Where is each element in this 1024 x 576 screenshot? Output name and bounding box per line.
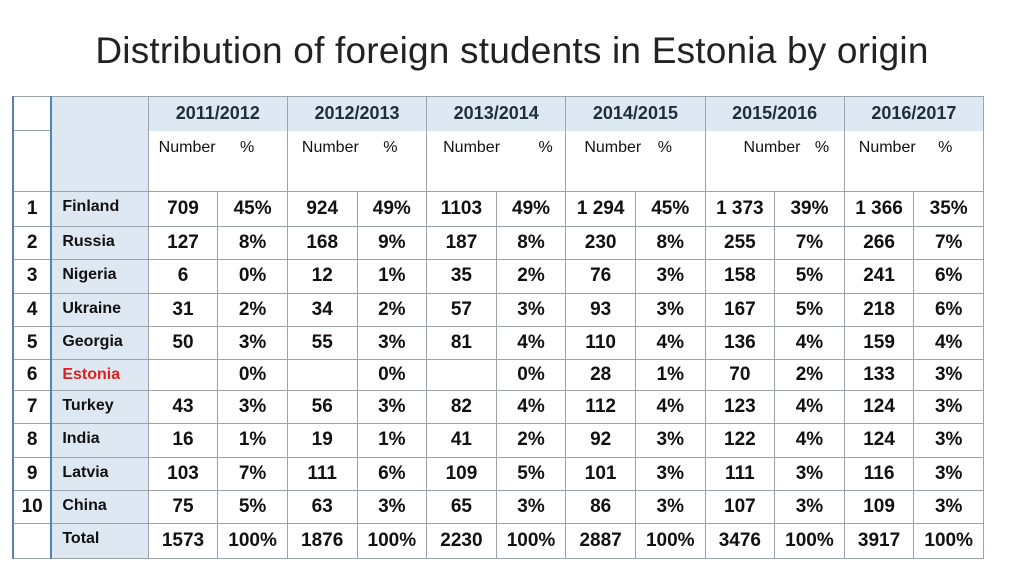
- number-cell: 101: [566, 457, 636, 490]
- number-cell: 57: [427, 293, 497, 326]
- number-cell: 65: [427, 491, 497, 524]
- percent-cell: 3%: [357, 326, 427, 359]
- number-cell: 63: [287, 491, 357, 524]
- rank-cell: 5: [13, 326, 51, 359]
- table-row: [13, 192, 984, 226]
- percent-cell: 3%: [914, 360, 984, 390]
- rank-cell: 1: [13, 192, 51, 226]
- total-number-cell: 3476: [705, 524, 775, 559]
- subheader-cell: [844, 131, 983, 192]
- rank-subheader: [13, 131, 51, 192]
- year-header: 2014/2015: [566, 97, 705, 131]
- number-cell: 76: [566, 260, 636, 293]
- percent-cell: 8%: [635, 226, 705, 259]
- percent-cell: 4%: [775, 390, 845, 423]
- number-cell: 112: [566, 390, 636, 423]
- number-cell: 1103: [427, 192, 497, 226]
- number-cell: 255: [705, 226, 775, 259]
- percent-cell: 4%: [635, 326, 705, 359]
- number-cell: 109: [427, 457, 497, 490]
- number-cell: 86: [566, 491, 636, 524]
- total-label: Total: [51, 524, 148, 559]
- percent-cell: 3%: [357, 390, 427, 423]
- percent-cell: 3%: [914, 390, 984, 423]
- rank-cell-empty: [13, 524, 51, 559]
- percent-cell: 8%: [218, 226, 288, 259]
- year-header: 2013/2014: [427, 97, 566, 131]
- number-cell: 34: [287, 293, 357, 326]
- percent-cell: 3%: [496, 491, 566, 524]
- number-cell: 124: [844, 390, 914, 423]
- percent-cell: 49%: [357, 192, 427, 226]
- number-cell: 107: [705, 491, 775, 524]
- number-cell: 127: [148, 226, 218, 259]
- number-cell: 50: [148, 326, 218, 359]
- number-cell: 1 294: [566, 192, 636, 226]
- percent-cell: 4%: [496, 390, 566, 423]
- rank-cell: 3: [13, 260, 51, 293]
- number-cell: 43: [148, 390, 218, 423]
- number-cell: 12: [287, 260, 357, 293]
- percent-cell: 0%: [357, 360, 427, 390]
- number-cell: 41: [427, 424, 497, 457]
- percent-cell: 3%: [914, 491, 984, 524]
- country-cell: India: [51, 424, 148, 457]
- table-row: [13, 390, 984, 423]
- percent-cell: 6%: [914, 260, 984, 293]
- percent-cell: 3%: [914, 457, 984, 490]
- percent-cell: 7%: [218, 457, 288, 490]
- total-number-cell: 2887: [566, 524, 636, 559]
- table-row: [13, 226, 984, 259]
- percent-label: %: [538, 138, 553, 156]
- number-cell: 111: [705, 457, 775, 490]
- number-cell: 16: [148, 424, 218, 457]
- country-cell: Finland: [51, 192, 148, 226]
- total-percent-cell: 100%: [914, 524, 984, 559]
- year-header: 2011/2012: [148, 97, 287, 131]
- percent-cell: 5%: [775, 293, 845, 326]
- number-cell: 82: [427, 390, 497, 423]
- number-cell: 103: [148, 457, 218, 490]
- number-cell: 70: [705, 360, 775, 390]
- total-percent-cell: 100%: [775, 524, 845, 559]
- table-row: [13, 491, 984, 524]
- country-cell: Russia: [51, 226, 148, 259]
- percent-cell: 3%: [635, 457, 705, 490]
- number-cell: 159: [844, 326, 914, 359]
- total-number-cell: 3917: [844, 524, 914, 559]
- percent-cell: 4%: [496, 326, 566, 359]
- percent-cell: 49%: [496, 192, 566, 226]
- number-cell: 92: [566, 424, 636, 457]
- number-cell: 55: [287, 326, 357, 359]
- number-cell: 168: [287, 226, 357, 259]
- number-cell: 56: [287, 390, 357, 423]
- table-row: [13, 457, 984, 490]
- number-cell: 218: [844, 293, 914, 326]
- number-label: Number: [743, 138, 801, 156]
- country-cell: Nigeria: [51, 260, 148, 293]
- country-cell: China: [51, 491, 148, 524]
- percent-cell: 4%: [775, 424, 845, 457]
- number-cell: 123: [705, 390, 775, 423]
- subheader-cell: [148, 131, 287, 192]
- percent-cell: 4%: [635, 390, 705, 423]
- year-header: 2016/2017: [844, 97, 983, 131]
- percent-cell: 4%: [775, 326, 845, 359]
- table-row: [13, 260, 984, 293]
- number-label: Number: [858, 138, 916, 156]
- number-cell: 111: [287, 457, 357, 490]
- students-table: [12, 96, 984, 559]
- table-row: [13, 424, 984, 457]
- percent-cell: 6%: [357, 457, 427, 490]
- number-cell: 158: [705, 260, 775, 293]
- percent-cell: 2%: [496, 260, 566, 293]
- percent-cell: 7%: [775, 226, 845, 259]
- percent-cell: 39%: [775, 192, 845, 226]
- percent-label: %: [240, 138, 255, 156]
- number-cell: 187: [427, 226, 497, 259]
- table-row: [13, 293, 984, 326]
- number-label: Number: [584, 138, 642, 156]
- number-cell: 122: [705, 424, 775, 457]
- rank-cell: 9: [13, 457, 51, 490]
- percent-cell: 5%: [496, 457, 566, 490]
- percent-cell: 1%: [357, 424, 427, 457]
- percent-label: %: [938, 138, 953, 156]
- percent-cell: 0%: [496, 360, 566, 390]
- rank-cell: 10: [13, 491, 51, 524]
- subheader-cell: [287, 131, 426, 192]
- percent-cell: 0%: [218, 260, 288, 293]
- percent-cell: 0%: [218, 360, 288, 390]
- rank-cell: 6: [13, 360, 51, 390]
- percent-cell: 3%: [218, 390, 288, 423]
- number-cell: 230: [566, 226, 636, 259]
- number-cell: 19: [287, 424, 357, 457]
- number-label: Number: [443, 138, 501, 156]
- slide-title: Distribution of foreign students in Estonia by origin: [95, 30, 929, 71]
- number-cell: 167: [705, 293, 775, 326]
- percent-cell: 2%: [357, 293, 427, 326]
- total-percent-cell: 100%: [218, 524, 288, 559]
- number-cell: [427, 360, 497, 390]
- number-cell: 266: [844, 226, 914, 259]
- number-cell: 1 373: [705, 192, 775, 226]
- percent-cell: 3%: [635, 491, 705, 524]
- number-cell: [148, 360, 218, 390]
- percent-cell: 3%: [914, 424, 984, 457]
- total-row: [13, 524, 984, 559]
- number-cell: 110: [566, 326, 636, 359]
- percent-cell: 1%: [635, 360, 705, 390]
- percent-cell: 1%: [218, 424, 288, 457]
- percent-cell: 3%: [496, 293, 566, 326]
- percent-cell: 3%: [775, 491, 845, 524]
- year-header: 2015/2016: [705, 97, 844, 131]
- year-header-row: [13, 97, 984, 131]
- total-percent-cell: 100%: [635, 524, 705, 559]
- percent-cell: 3%: [635, 260, 705, 293]
- percent-cell: 4%: [914, 326, 984, 359]
- total-percent-cell: 100%: [357, 524, 427, 559]
- subheader-row: [13, 131, 984, 192]
- percent-cell: 45%: [218, 192, 288, 226]
- number-cell: 35: [427, 260, 497, 293]
- number-cell: [287, 360, 357, 390]
- number-cell: 6: [148, 260, 218, 293]
- total-number-cell: 2230: [427, 524, 497, 559]
- subheader-cell: [566, 131, 705, 192]
- number-cell: 124: [844, 424, 914, 457]
- percent-cell: 35%: [914, 192, 984, 226]
- percent-cell: 2%: [218, 293, 288, 326]
- total-number-cell: 1876: [287, 524, 357, 559]
- rank-header: [13, 97, 51, 131]
- country-header: [51, 97, 148, 192]
- number-label: Number: [301, 138, 359, 156]
- percent-cell: 45%: [635, 192, 705, 226]
- number-cell: 93: [566, 293, 636, 326]
- number-cell: 116: [844, 457, 914, 490]
- number-label: Number: [158, 138, 216, 156]
- percent-cell: 3%: [357, 491, 427, 524]
- percent-cell: 3%: [635, 424, 705, 457]
- percent-cell: 8%: [496, 226, 566, 259]
- number-cell: 709: [148, 192, 218, 226]
- total-percent-cell: 100%: [496, 524, 566, 559]
- percent-cell: 1%: [357, 260, 427, 293]
- table-row: [13, 360, 984, 390]
- number-cell: 1 366: [844, 192, 914, 226]
- number-cell: 109: [844, 491, 914, 524]
- number-cell: 241: [844, 260, 914, 293]
- number-cell: 924: [287, 192, 357, 226]
- year-header: 2012/2013: [287, 97, 426, 131]
- country-cell: Ukraine: [51, 293, 148, 326]
- country-cell: Estonia: [51, 360, 148, 390]
- total-number-cell: 1573: [148, 524, 218, 559]
- country-cell: Latvia: [51, 457, 148, 490]
- rank-cell: 8: [13, 424, 51, 457]
- percent-label: %: [657, 138, 672, 156]
- percent-cell: 9%: [357, 226, 427, 259]
- number-cell: 31: [148, 293, 218, 326]
- rank-cell: 4: [13, 293, 51, 326]
- percent-cell: 2%: [775, 360, 845, 390]
- percent-cell: 5%: [218, 491, 288, 524]
- country-cell: Turkey: [51, 390, 148, 423]
- country-cell: Georgia: [51, 326, 148, 359]
- rank-cell: 2: [13, 226, 51, 259]
- subheader-cell: [427, 131, 566, 192]
- percent-cell: 6%: [914, 293, 984, 326]
- table-row: [13, 326, 984, 359]
- number-cell: 136: [705, 326, 775, 359]
- percent-label: %: [814, 138, 830, 156]
- percent-cell: 7%: [914, 226, 984, 259]
- number-cell: 75: [148, 491, 218, 524]
- percent-cell: 3%: [218, 326, 288, 359]
- percent-cell: 5%: [775, 260, 845, 293]
- number-cell: 28: [566, 360, 636, 390]
- percent-cell: 3%: [635, 293, 705, 326]
- subheader-cell: [705, 131, 844, 192]
- rank-cell: 7: [13, 390, 51, 423]
- number-cell: 81: [427, 326, 497, 359]
- number-cell: 133: [844, 360, 914, 390]
- percent-cell: 3%: [775, 457, 845, 490]
- percent-cell: 2%: [496, 424, 566, 457]
- percent-label: %: [383, 138, 398, 156]
